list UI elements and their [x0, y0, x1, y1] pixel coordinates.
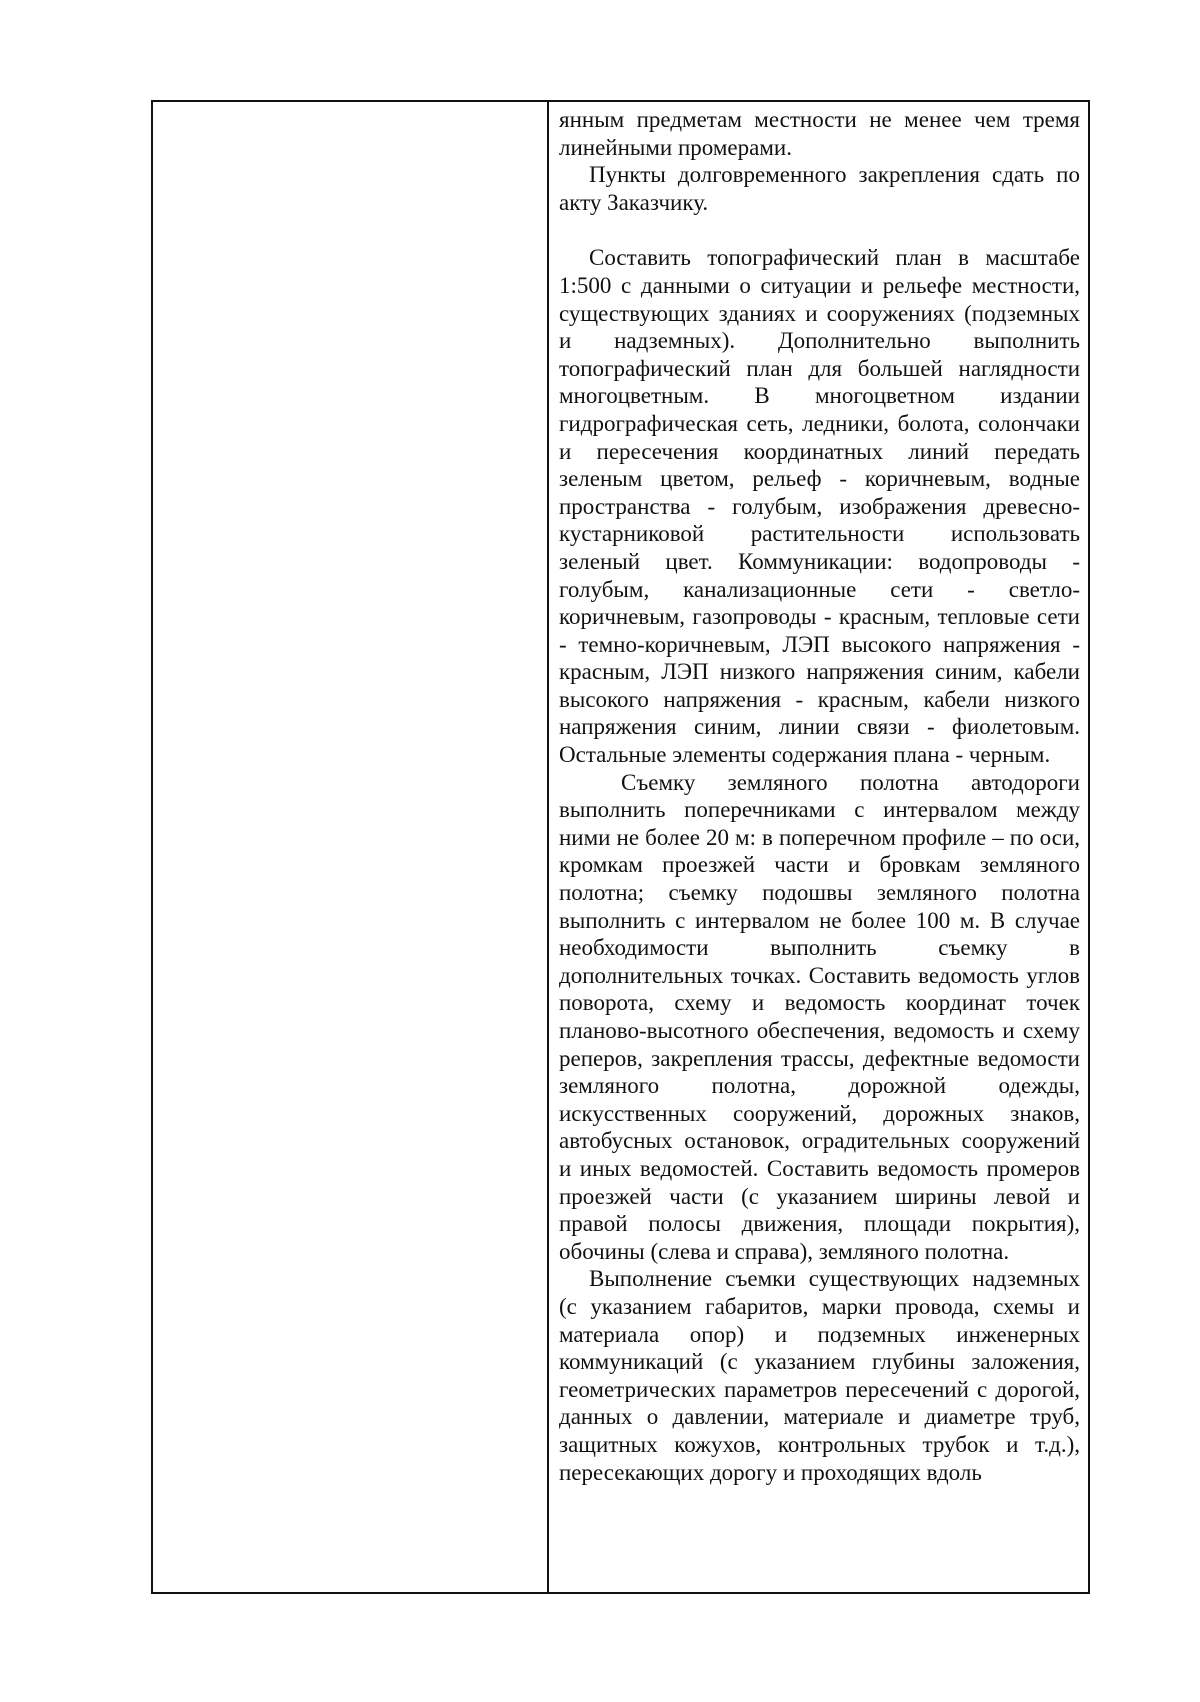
paragraph-gap [559, 216, 1080, 244]
paragraph-continuation: янным предметам местности не менее чем тремя линейными промерами. [559, 107, 1080, 160]
table-right-cell [549, 102, 1088, 1592]
table-left-cell [153, 102, 549, 1592]
paragraph-roadbed-survey: Съемку земляного полотна автодороги выполнить поперечниками с интервалом между ними не более 20 м: в поперечном профиле – по оси, кромкам проезжей части и бровкам земляного полотна; съемку подошвы земляного полотна выполнить с интервалом не более 100 м. В случае необходимости выполнить съемку в дополнительных точках. Составить ведомость углов поворота, схему и ведомость координат точек планово-высотного обеспечения, ведомость и схему реперов, закрепления трассы, дефектные ведомости земляного полотна, дорожной одежды, искусственных сооружений, дорожных знаков, автобусных остановок, оградительных сооружений и иных ведомостей. Составить ведомость промеров проезжей части (с указанием ширины левой и правой полосы движения, площади покрытия), обочины (слева и справа), земляного полотна. [559, 769, 1080, 1264]
document-table [151, 100, 1090, 1594]
paragraph-utilities-survey: Выполнение съемки существующих надземных (с указанием габаритов, марки провода, схемы и материала опор) и подземных инженерных коммуникаций (с указанием глубины заложения, геометрических параметров пересечений с дорогой, данных о давлении, материале и диаметре труб, защитных кожухов, контрольных трубок и т.д.), пересекающих дорогу и проходящих вдоль [559, 1266, 1080, 1485]
paragraph-topographic-plan: Составить топографический план в масштабе 1:500 с данными о ситуации и рельефе местности, существующих зданиях и сооружениях (подземных и надземных). Дополнительно выполнить топографический план для большей наглядности многоцветным. В многоцветном издании гидрографическая сеть, ледники, болота, солончаки и пересечения координатных линий передать зеленым цветом, рельеф - коричневым, водные пространства - голубым, изображения древесно-кустарниковой растительности использовать зеленый цвет. Коммуникации: водопроводы - голубым, канализационные сети - светло-коричневым, газопроводы - красным, тепловые сети - темно-коричневым, ЛЭП высокого напряжения - красным, ЛЭП низкого напряжения синим, кабели высокого напряжения - красным, кабели низкого напряжения синим, линии связи - фиолетовым. Остальные элементы содержания плана - черным. [559, 245, 1080, 768]
paragraph-points-handover: Пункты долговременного закрепления сдать по акту Заказчику. [559, 162, 1080, 215]
